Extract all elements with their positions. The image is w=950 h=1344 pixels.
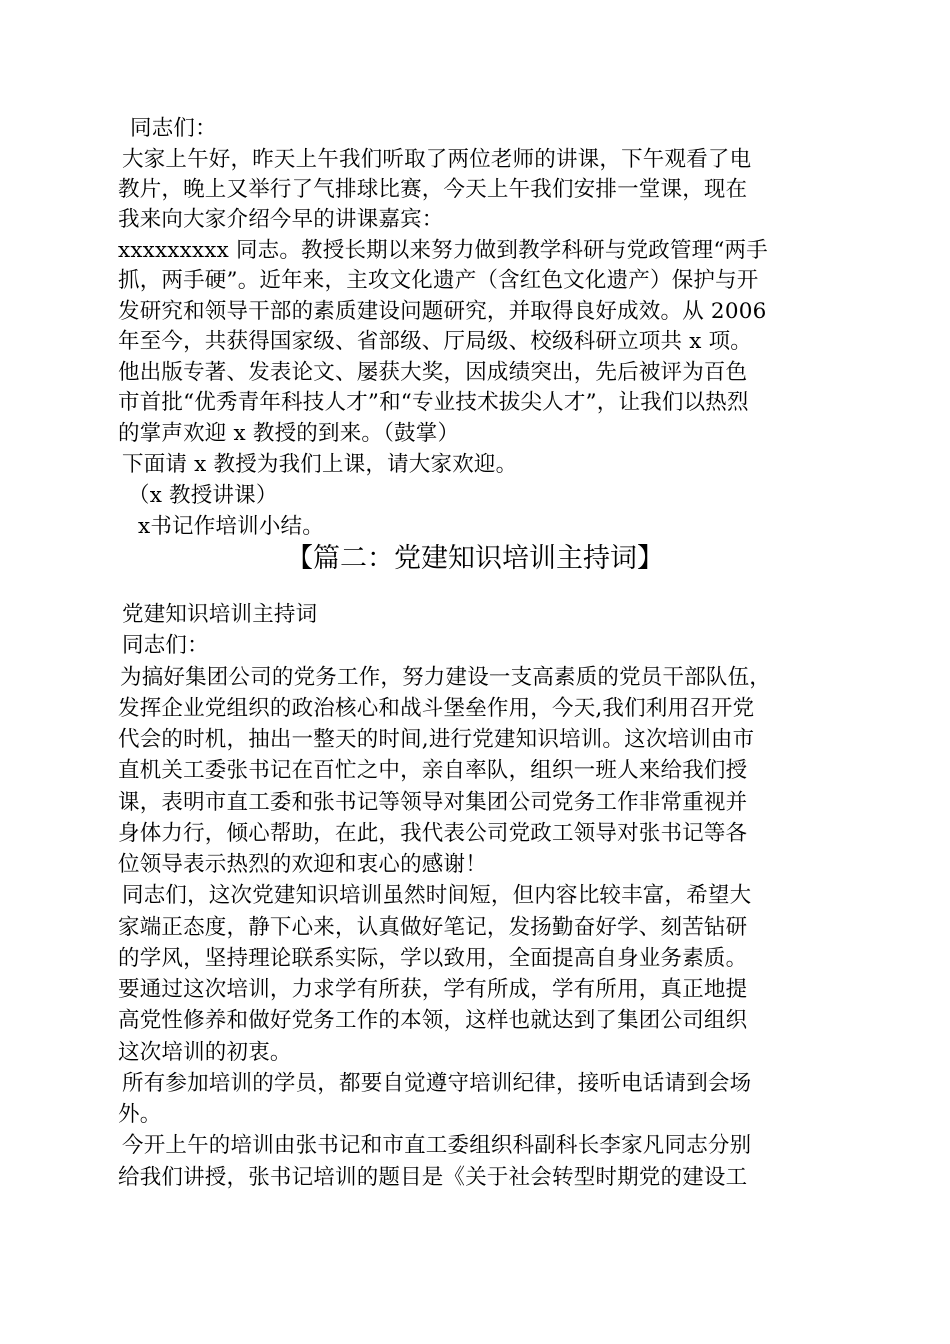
text-line: 同志们： [122, 633, 209, 658]
text-line: x书记作培训小结。 [138, 514, 324, 539]
text-line: 我来向大家介绍今早的讲课嘉宾： [118, 207, 444, 232]
text-line: 为搞好集团公司的党务工作，努力建设一支高素质的党员干部队伍， [120, 665, 772, 690]
text-line: 位领导表示热烈的欢迎和衷心的感谢！ [118, 852, 487, 877]
text-line: 课，表明市直工委和张书记等领导对集团公司党务工作非常重视并 [118, 790, 748, 815]
text-line: 的掌声欢迎 x 教授的到来。（鼓掌） [118, 421, 460, 446]
text-line: 他出版专著、发表论文、屡获大奖，因成绩突出，先后被评为百色 [118, 360, 748, 385]
text-line: 教片，晚上又举行了气排球比赛，今天上午我们安排一堂课，现在 [118, 177, 748, 202]
section-heading: 【篇二：党建知识培训主持词】 [286, 543, 664, 574]
text-line: 下面请 x 教授为我们上课，请大家欢迎。 [122, 452, 518, 477]
text-line: 年至今，共获得国家级、省部级、厅局级、校级科研立项共 x 项。 [118, 329, 752, 354]
text-line: 今开上午的培训由张书记和市直工委组织科副科长李家凡同志分别 [122, 1133, 752, 1158]
text-line: 高党性修养和做好党务工作的本领，这样也就达到了集团公司组织 [118, 1008, 748, 1033]
text-line: 抓，两手硬”。近年来，主攻文化遗产（含红色文化遗产）保护与开 [118, 268, 759, 293]
text-line: 给我们讲授，张书记培训的题目是《关于社会转型时期党的建设工 [118, 1165, 748, 1190]
text-line: 同志们： [130, 116, 217, 141]
text-line: 这次培训的初衷。 [118, 1040, 292, 1065]
text-line: 发研究和领导干部的素质建设问题研究，并取得良好成效。从 2006 [118, 299, 767, 324]
text-line: 家端正态度，静下心来，认真做好笔记，发扬勤奋好学、刻苦钻研 [118, 915, 748, 940]
text-line: 发挥企业党组织的政治核心和战斗堡垒作用，今天,我们利用召开党 [118, 696, 755, 721]
text-line: 的学风，坚持理论联系实际，学以致用，全面提高自身业务素质。 [118, 946, 748, 971]
text-line: （x 教授讲课） [128, 483, 278, 508]
text-line: 要通过这次培训，力求学有所获，学有所成，学有所用，真正地提 [118, 977, 748, 1002]
text-line: 市首批“优秀青年科技人才”和“专业技术拔尖人才”，让我们以热烈 [118, 390, 749, 415]
text-line: 身体力行，倾心帮助，在此，我代表公司党政工领导对张书记等各 [118, 821, 748, 846]
text-line: 代会的时机，抽出一整天的时间,进行党建知识培训。这次培训由市 [118, 727, 755, 752]
text-line: 所有参加培训的学员，都要自觉遵守培训纪律，接听电话请到会场 [122, 1071, 752, 1096]
text-line: 同志们，这次党建知识培训虽然时间短，但内容比较丰富，希望大 [122, 883, 752, 908]
text-line: 直机关工委张书记在百忙之中，亲自率队，组织一班人来给我们授 [118, 758, 748, 783]
text-line: 大家上午好，昨天上午我们听取了两位老师的讲课，下午观看了电 [122, 147, 752, 172]
text-line: 外。 [118, 1102, 162, 1127]
text-line: 党建知识培训主持词 [122, 602, 318, 627]
text-line: xxxxxxxxx 同志。教授长期以来努力做到教学科研与党政管理“两手 [118, 238, 768, 263]
